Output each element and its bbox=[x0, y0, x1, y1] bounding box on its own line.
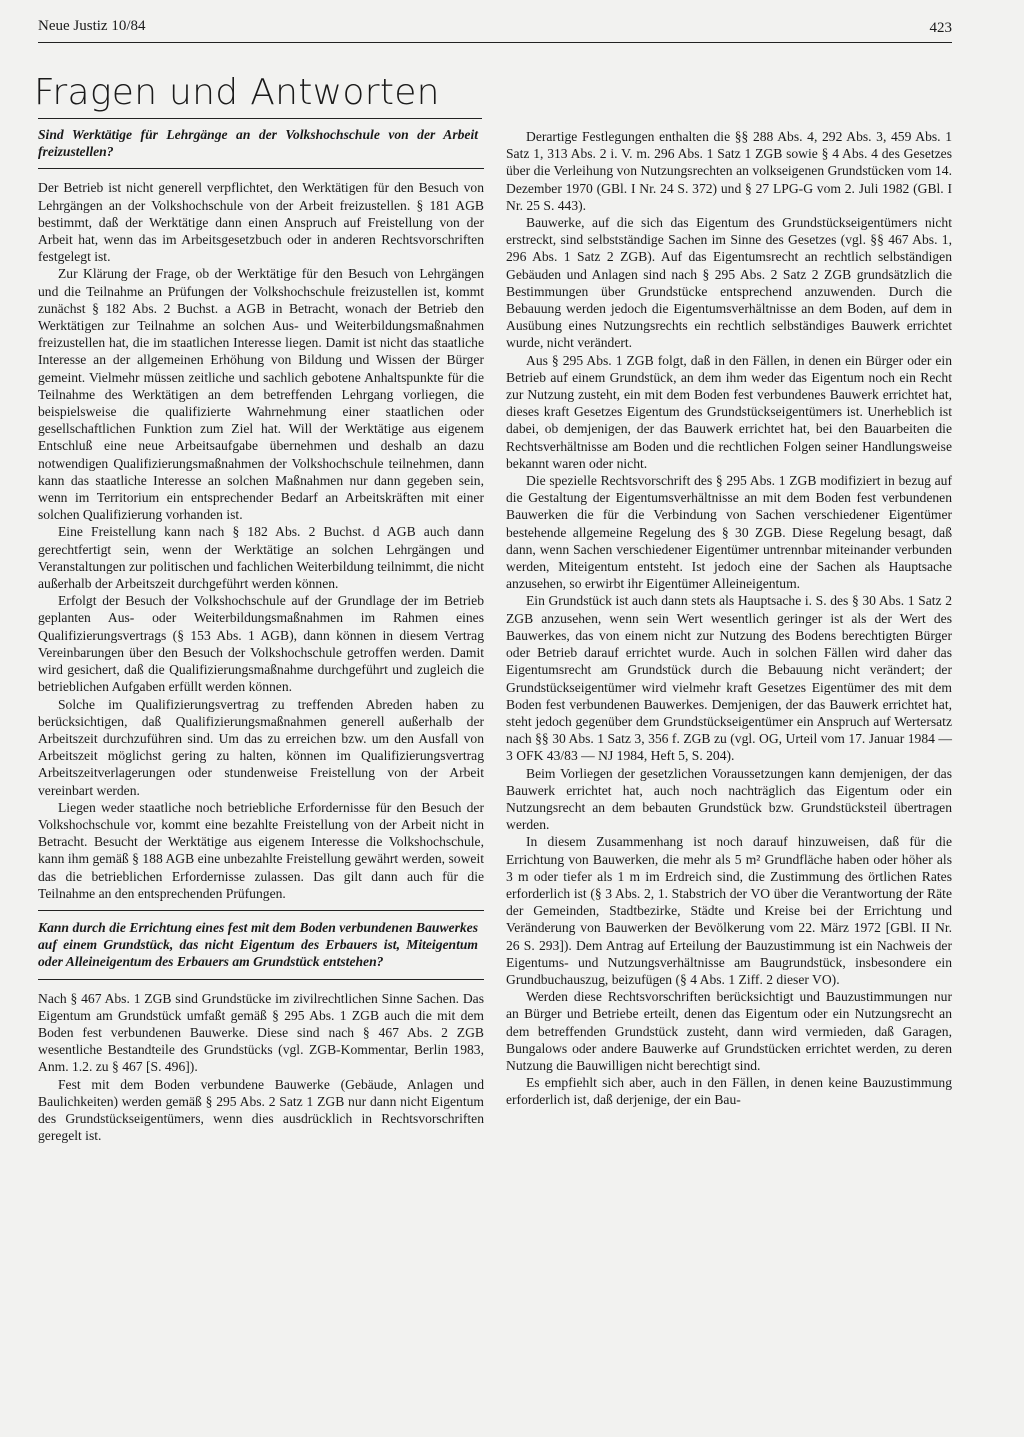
journal-header: Neue Justiz 10/84 bbox=[38, 18, 146, 34]
answer-2-paragraph: In diesem Zusammenhang ist noch darauf hinzuweisen, daß für die Errichtung von Bauwerken, die mehr als 5 m² Grundfläche haben oder höher als 3 m oder tiefer als 1 m im Erdreich sind, die Zustimmung des örtlichen Rates erforderlich ist (§ 3 Abs. 2, 1. Stabstrich der VO über die Verantwortung der Räte der Gemeinden, Stadtbezirke, Städte und Kreise bei der Errichtung und Veränderung von Bauwerken der Bevölkerung vom 22. März 1972 [GBl. II Nr. 26 S. 293]). Dem Antrag auf Erteilung der Bauzustimmung ist ein Nachweis der Eigentums- und Nutzungsverhältnisse am Baugrundstück, insbesondere ein Grundbuchauszug, beizufügen (§ 4 Abs. 1 Ziff. 2 dieser VO). bbox=[506, 834, 952, 987]
answer-1-paragraph: Zur Klärung der Frage, ob der Werktätige für den Besuch von Lehrgängen und die Teilnahme an Prüfungen der Volkshochschule freizustellen ist, kommt zunächst § 182 Abs. 2 Buchst. a AGB in Betracht, wonach der Betrieb den Werktätigen zur Teilnahme an solchen Aus- und Weiterbildungsmaßnahmen freizustellen hat, die im staatlichen Interesse liegen. Damit ist nicht das staatliche Interesse an der allgemeinen Erhöhung von Bildung und Wissen der Bürger gemeint. Vielmehr müssen zeitliche und sachlich gebotene Anhaltspunkte für die Teilnahme des Werktätigen an dem betreffenden Lehrgang vorliegen, die beispielsweise die qualifizierte Wahrnehmung einer staatlichen oder gesellschaftlichen Funktion zum Ziel hat. Will der Werktätige aus eigenem Entschluß eine neue Arbeitsaufgabe übernehmen und deshalb an dazu notwendigen Qualifizierungsmaßnahmen der Volkshochschule teilnehmen, dann kann das staatliche Interesse an solchen Maßnahmen nur dann gegeben sein, wenn im Territorium ein entsprechender Bedarf an Arbeitskräften mit einer solchen Qualifizierung vorhanden ist. bbox=[38, 266, 484, 523]
question-2-rule bbox=[38, 979, 484, 980]
answer-1-paragraph: Erfolgt der Besuch der Volkshochschule auf der Grundlage der im Betrieb geplanten Aus- oder Weiterbildungsmaßnahmen im Rahmen eines Qualifizierungsvertrags (§ 153 Abs. 1 AGB), dann können in diesem Vertrag Vereinbarungen über den Besuch der Volkshochschule getroffen werden. Damit wird gesichert, daß die Qualifizierungsmaßnahme durchgeführt und zugleich die betrieblichen Aufgaben erfüllt werden können. bbox=[38, 593, 484, 695]
section-title: Fragen und Antworten bbox=[34, 72, 440, 113]
answer-2-paragraph: Bauwerke, auf die sich das Eigentum des Grundstückseigentümers nicht erstreckt, sind selbstständige Sachen im Sinne des Gesetzes (vgl. §§ 467 Abs. 1, 296 Abs. 1 Satz 2 ZGB). Auf das Eigentumsrecht an rechtlich selbständigen Gebäuden und Anlagen sind nach § 295 Abs. 2 Satz 2 ZGB grundsätzlich die Bestimmungen über Grundstücke entsprechend anzuwenden. Durch die Bebauung werden jedoch die Eigentumsverhältnisse an dem Boden, auf dem in Ausübung eines Nutzungsrechts ein rechtlich selbständiges Bauwerk errichtet wurde, nicht verändert. bbox=[506, 215, 952, 351]
answer-2-paragraph: Beim Vorliegen der gesetzlichen Voraussetzungen kann demjenigen, der das Bauwerk errichtet hat, auch noch nachträglich das Eigentum oder ein Nutzungsrecht an dem bebauten Grundstück bzw. Grundstücksteil übertragen werden. bbox=[506, 765, 952, 833]
answer-2-paragraph: Die spezielle Rechtsvorschrift des § 295 Abs. 1 ZGB modifiziert in bezug auf die Gestaltung der Eigentumsverhältnisse an mit dem Boden fest verbundenen Bauwerken die für die Verbindung von Sachen verschiedener Eigentümer bestehende allgemeine Regelung des § 30 ZGB. Diese Regelung besagt, daß dann, wenn Sachen verschiedener Eigentümer untrennbar miteinander verbunden werden, Miteigentum entsteht. Ist jedoch eine der Sachen als Hauptsache anzusehen, so erwirbt ihr Eigentümer Alleineigentum. bbox=[506, 473, 952, 592]
answer-2-left bbox=[38, 990, 484, 1145]
answer-2-paragraph: Aus § 295 Abs. 1 ZGB folgt, daß in den Fällen, in denen ein Bürger oder ein Betrieb auf einem Grundstück, an dem ihm weder das Eigentum noch ein Recht zur Nutzung zusteht, ein mit dem Boden fest verbundenes Bauwerk errichtet hat, dieses kraft Gesetzes Eigentum des Grundstückseigentümers ist. Unerheblich ist dabei, ob demjenigen, der das Bauwerk errichtet hat, bei den Bauarbeiten die Rechtsverhältnisse am Boden und die rechtlichen Folgen seiner Handlungsweise bekannt waren oder nicht. bbox=[506, 352, 952, 471]
answer-2-paragraph: Werden diese Rechtsvorschriften berücksichtigt und Bauzustimmungen nur an Bürger und Betriebe erteilt, denen das Eigentum oder ein Nutzungsrecht an dem betreffenden Grundstück zusteht, dann wird vermieden, daß Garagen, Bungalows oder andere Bauwerke auf Grundstücken errichtet werden, zu deren Nutzung die Bauwilligen nicht berechtigt sind. bbox=[506, 989, 952, 1073]
question-1: Sind Werktätige für Lehrgänge an der Volkshochschule von der Arbeit freizustellen? bbox=[38, 127, 478, 160]
answer-1-paragraph: Solche im Qualifizierungsvertrag zu treffenden Abreden haben zu berücksichtigen, daß Qualifizierungsmaßnahmen generell außerhalb der Arbeitszeit durchzuführen sind. Um das zu erreichen bzw. um den Ausfall von Arbeitszeit möglichst gering zu halten, können im Qualifizierungsvertrag Arbeitszeitverlagerungen oder stundenweise Freistellung von der Arbeit vereinbart werden. bbox=[38, 696, 484, 798]
right-column bbox=[506, 128, 952, 1109]
question-1-rule bbox=[38, 168, 484, 169]
left-column bbox=[38, 118, 484, 1144]
answer-1-paragraph: Eine Freistellung kann nach § 182 Abs. 2 Buchst. d AGB auch dann gerechtfertigt sein, wenn der Werktätige an solchen Lehrgängen und Veranstaltungen zur politischen und fachlichen Weiterbildung teilnimmt, die nicht außerhalb der Arbeitszeit durchgeführt werden können. bbox=[38, 524, 484, 592]
answer-2-paragraph: Fest mit dem Boden verbundene Bauwerke (Gebäude, Anlagen und Baulichkeiten) werden gemäß § 295 Abs. 2 Satz 1 ZGB nur dann nicht Eigentum des Grundstückseigentümers, wenn dies ausdrücklich in Rechtsvorschriften geregelt ist. bbox=[38, 1076, 484, 1144]
answer-2-paragraph: Derartige Festlegungen enthalten die §§ 288 Abs. 4, 292 Abs. 3, 459 Abs. 1 Satz 1, 313 Abs. 2 i. V. m. 296 Abs. 1 Satz 1 ZGB sowie § 4 Abs. 4 des Gesetzes über die Verleihung von Nutzungsrechten an volkseigenen Grundstücken vom 14. Dezember 1970 (GBl. I Nr. 24 S. 372) und § 27 LPG-G vom 2. Juli 1982 (GBl. I Nr. 25 S. 443). bbox=[506, 129, 952, 213]
question-2-top-rule bbox=[38, 910, 484, 911]
answer-1 bbox=[38, 179, 484, 902]
answer-2-paragraph: Nach § 467 Abs. 1 ZGB sind Grundstücke im zivilrechtlichen Sinne Sachen. Das Eigentum am Grundstück umfaßt gemäß § 295 Abs. 1 ZGB auch die mit dem Boden fest verbundenen Bauwerke. Diese sind nach § 467 Abs. 2 ZGB wesentliche Bestandteile des Grundstücks (vgl. ZGB-Kommentar, Berlin 1983, Anm. 1.2. zu § 467 [S. 496]). bbox=[38, 990, 484, 1075]
page-number: 423 bbox=[929, 20, 952, 36]
question-2: Kann durch die Errichtung eines fest mit dem Boden verbundenen Bauwerkes auf einem Grundstück, das nicht Eigentum des Erbauers ist, Miteigentum oder Alleineigentum des Erbauers am Grundstück entstehen? bbox=[38, 919, 478, 970]
header-rule bbox=[38, 42, 952, 43]
answer-1-paragraph: Der Betrieb ist nicht generell verpflichtet, den Werktätigen für den Besuch von Lehrgängen an der Volkshochschule von der Arbeit freizustellen. § 181 AGB bestimmt, daß der Werktätige dann einen Anspruch auf Freistellung von der Arbeit hat, wenn das im Arbeitsgesetzbuch oder in anderen Rechtsvorschriften festgelegt ist. bbox=[38, 180, 484, 265]
answer-2-paragraph: Ein Grundstück ist auch dann stets als Hauptsache i. S. des § 30 Abs. 1 Satz 2 ZGB anzusehen, wenn sein Wert wesentlich geringer ist als der Wert des Bauwerkes, das von einem nicht zur Nutzung des Bodens berechtigten Bürger oder Betrieb darauf errichtet wurde. Auch in solchen Fällen wird daher das Eigentumsrecht am Grundstück durch die Bebauung nicht verändert; der Grundstückseigentümer wird vielmehr kraft Gesetzes Eigentümer des mit dem Boden fest verbundenen Bauwerkes. Demjenigen, der das Bauwerk errichtet hat, steht jedoch gegenüber dem Grundstückseigentümer ein Anspruch auf Wertersatz nach §§ 30 Abs. 1 Satz 3, 356 f. ZGB zu (vgl. OG, Urteil vom 17. Januar 1984 — 3 OFK 43/83 — NJ 1984, Heft 5, S. 204). bbox=[506, 593, 952, 764]
answer-2-paragraph: Es empfiehlt sich aber, auch in den Fällen, in denen keine Bauzustimmung erforderlich ist, daß derjenige, der ein Bau- bbox=[506, 1075, 952, 1108]
answer-1-paragraph: Liegen weder staatliche noch betriebliche Erfordernisse für den Besuch der Volkshochschule vor, kommt eine bezahlte Freistellung von der Arbeit nicht in Betracht. Besucht der Werktätige aus eigenem Interesse die Volkshochschule, kann ihm gemäß § 188 AGB eine unbezahlte Freistellung gewährt werden, soweit das die betrieblichen Erfordernisse zulassen. Das gilt dann auch für die Teilnahme an den entsprechenden Prüfungen. bbox=[38, 799, 484, 901]
